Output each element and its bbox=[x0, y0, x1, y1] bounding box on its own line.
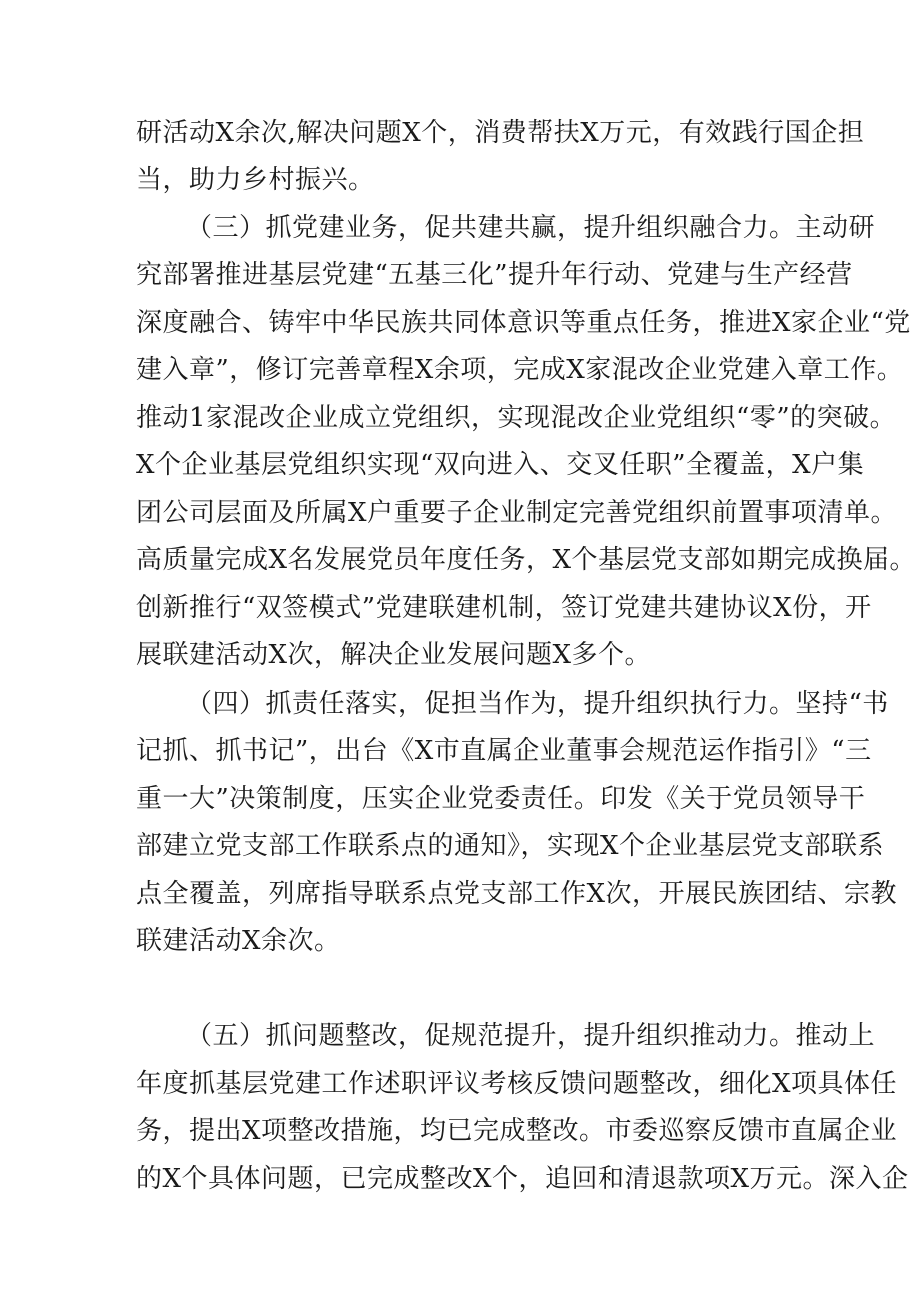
text-line: 研活动X余次,解决问题X个，消费帮扶X万元，有效践行国企担 bbox=[136, 118, 865, 148]
text-line: 当，助力乡村振兴。 bbox=[136, 165, 375, 195]
text-line: 团公司层面及所属X户重要子企业制定完善党组织前置事项清单。 bbox=[136, 498, 898, 528]
text-line: 部建立党支部工作联系点的通知》，实现X个企业基层党支部联系 bbox=[136, 831, 885, 861]
text-line: 联建活动X余次。 bbox=[136, 926, 341, 956]
text-line: 重一大”决策制度，压实企业党委责任。印发《关于党员领导干 bbox=[136, 784, 866, 814]
text-line: X个企业基层党组织实现“双向进入、交叉任职”全覆盖，X户集 bbox=[136, 450, 865, 480]
text-line: 创新推行“双签模式”党建联建机制，签订党建共建协议X份，开 bbox=[136, 593, 872, 623]
text-line: 务，提出X项整改措施，均已完成整改。市委巡察反馈市直属企业 bbox=[136, 1116, 898, 1146]
text-line: 记抓、抓书记”，出台《X市直属企业董事会规范运作指引》“三 bbox=[136, 736, 872, 766]
text-line: 推动1家混改企业成立党组织，实现混改企业党组织“零”的突破。 bbox=[136, 403, 897, 433]
paragraph-start-line: （五）抓问题整改，促规范提升，提升组织推动力。推动上 bbox=[186, 1021, 876, 1051]
paragraph-start-line: （三）抓党建业务，促共建共赢，提升组织融合力。主动研 bbox=[186, 213, 876, 243]
text-line: 高质量完成X名发展党员年度任务，X个基层党支部如期完成换届。 bbox=[136, 545, 917, 575]
text-line: 展联建活动X次，解决企业发展问题X多个。 bbox=[136, 640, 652, 670]
text-line: 年度抓基层党建工作述职评议考核反馈问题整改，细化X项具体任 bbox=[136, 1069, 898, 1099]
text-line: 深度融合、铸牢中华民族共同体意识等重点任务，推进X家企业“党 bbox=[136, 308, 911, 338]
text-line: 建入章”，修订完善章程X余项，完成X家混改企业党建入章工作。 bbox=[136, 355, 904, 385]
paragraph-start-line: （四）抓责任落实，促担当作为，提升组织执行力。坚持“书 bbox=[186, 689, 889, 719]
text-line: 究部署推进基层党建“五基三化”提升年行动、党建与生产经营 bbox=[136, 260, 853, 290]
text-line: 的X个具体问题，已完成整改X个，追回和清退款项X万元。深入企 bbox=[136, 1164, 909, 1194]
text-line: 点全覆盖，列席指导联系点党支部工作X次，开展民族团结、宗教 bbox=[136, 879, 898, 909]
